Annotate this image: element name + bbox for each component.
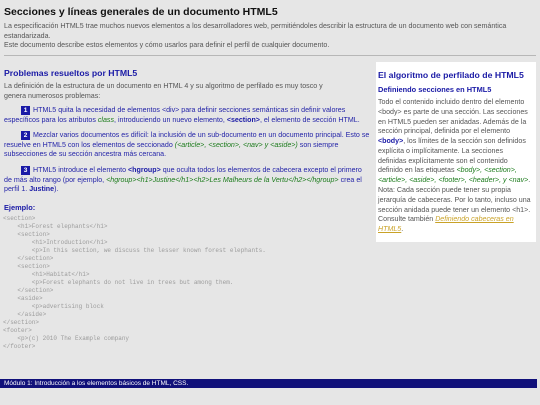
item-text: HTML5 quita la necesidad de elementos <div> para definir secciones semánticas sin definir valores específicos para los atributos <box>4 106 346 124</box>
item-code: <hgroup><h1>Justine</h1><h2>Les Malheurs de la Vertu</h2></hgroup> <box>106 175 339 184</box>
header-line-1: La especificación HTML5 trae muchos nuevos elementos a los desarrolladores web, permitiéndoles describir la estructura de un documento web con semántica estandarizada. <box>4 22 507 40</box>
page-title: Secciones y líneas generales de un documento HTML5 <box>4 6 278 18</box>
header-line-2: Este documento describe estos elementos y cómo usarlos para definir el perfil de cualquier documento. <box>4 41 330 50</box>
sidebar-code: <body> <box>378 137 404 146</box>
item-text: , el elemento de sección HTML. <box>259 115 360 124</box>
sidebar-code: <body>, <section>, <article>, <aside>, <footer>, <header>, y <nav> <box>378 166 529 185</box>
example-label: Ejemplo: <box>4 202 36 212</box>
sidebar-text: , los límites de la sección son definidos explícita o implícitamente. La secciones definidas explícitamente son el contenido definido en las etiquetas <box>378 137 526 175</box>
problems-intro: La definición de la estructura de un documento en HTML 4 y su algoritmo de perfilado es muy tosco y genera numerosos problemas: <box>4 82 323 100</box>
sidebar-heading: El algoritmo de perfilado de HTML5 <box>378 70 524 80</box>
header-divider <box>4 55 536 56</box>
item-text: son siempre subsecciones de su sección ancestra más cercana. <box>4 140 339 159</box>
sidebar <box>376 62 536 242</box>
code-example: <section> <h1>Forest elephants</h1> <section> <h1>Introduction</h1> <p>In this section, we discuss the lesser known forest elephants. </section> <section> <h1>Habitat</h1> <p>Forest elephants do not live in trees but among them. </section> <aside> <p>advertising block </aside> </section> <footer> <p>(c) 2010 The Example company </footer> <box>3 214 266 351</box>
page-header <box>0 0 540 59</box>
sidebar-paragraph <box>378 98 533 235</box>
problems-list <box>0 106 375 195</box>
item-text: que oculta todos los elementos de cabecera excepto el primero de más alto rango (por ejemplo, <box>4 165 362 184</box>
sidebar-subheading: Definiendo secciones en HTML5 <box>378 85 492 94</box>
list-item <box>0 166 375 195</box>
list-item <box>0 131 375 160</box>
item-text: Mezclar varios documentos es difícil: la inclusión de un sub-documento en un documento principal. Esto se resuelve en HTML5 con los elementos de seccionado <box>4 131 370 149</box>
item-code: class <box>97 115 115 124</box>
item-number-badge: 2 <box>21 131 30 140</box>
headings-link[interactable]: Definiendo cabeceras en HTML5 <box>378 215 514 234</box>
list-item <box>0 106 375 125</box>
problems-heading: Problemas resueltos por HTML5 <box>4 68 138 78</box>
item-text: HTML5 introduce el elemento <box>33 165 129 174</box>
item-code: <hgroup> <box>128 165 161 174</box>
sidebar-text: . <box>401 225 404 234</box>
item-text: ). <box>54 185 59 194</box>
sidebar-text: . Nota: Cada sección puede tener su propia jerarquía de cabeceras. Por lo tanto, incluso una sección anidada puede tener un elemento <h1>. Consulte también <box>378 176 531 224</box>
main-content <box>0 62 375 351</box>
item-number-badge: 1 <box>21 106 30 115</box>
item-number-badge: 3 <box>21 166 30 175</box>
sidebar-text: Todo el contenido incluido dentro del elemento <body> es parte de una sección. Las secciones en HTML5 pueden ser anidadas. Además de la sección principal, definida por el elemento <box>378 98 528 136</box>
item-text: crea el perfil 1. <box>4 175 362 194</box>
item-emphasis: Justine <box>29 185 55 194</box>
item-code: <section> <box>226 115 260 124</box>
item-text: , introduciendo un nuevo elemento, <box>114 115 227 124</box>
item-code: (<article>, <section>, <nav> y <aside>) <box>174 140 298 149</box>
header-description <box>4 22 536 51</box>
footer-bar: Módulo 1: Introducción a los elementos básicos de HTML, CSS. <box>0 379 537 388</box>
